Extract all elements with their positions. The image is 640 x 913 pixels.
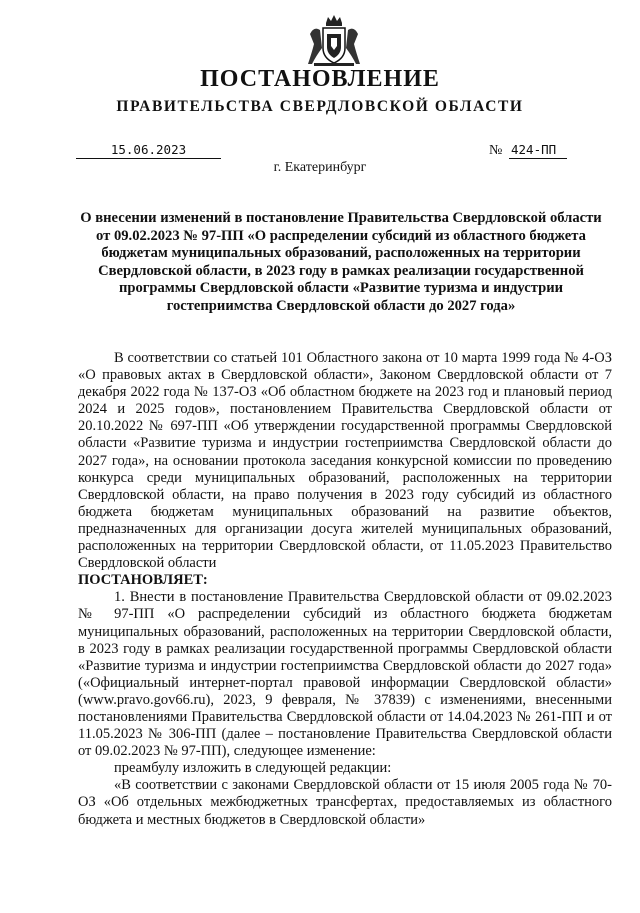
issuer-name: ПРАВИТЕЛЬСТВА СВЕРДЛОВСКОЙ ОБЛАСТИ [116,98,524,115]
paragraph-item-1: 1. Внести в постановление Правительства Свердловской области от 09.02.2023 № 97-ПП «О распределении субсидий из областного бюджета бюджетам муниципальных образований, расположенных на территории Свердловской области, в 2023 году в рамках реализации государственной программы Свердловской области «Развитие туризма и индустрии гостеприимства Свердловской области до 2027 года» («Официальный интернет-портал правовой информации Свердловской области» (www.pravo.gov66.ru), 2023, 9 февраля, № 37839) с изменениями, внесенными постановлениями Правительства Свердловской области от 14.04.2023 № 261-ПП и от 11.05.2023 № 306-ПП (далее – постановление Правительства Свердловской области от 09.02.2023 № 97-ПП), следующее изменение: [78,589,612,760]
document-body [78,350,612,829]
number-sign: № [489,143,503,158]
paragraph-preamble: В соответствии со статьей 101 Областного закона от 10 марта 1999 года № 4-ОЗ «О правовых актах в Свердловской области», Законом Свердловской области от 7 декабря 2022 года № 137-ОЗ «Об областном бюджете на 2023 год и плановый период 2024 и 2025 годов», постановлением Правительства Свердловской области от 20.10.2022 № 697-ПП «Об утверждении государственной программы Свердловской области «Развитие туризма и индустрии гостеприимства Свердловской области до 2027 года», на основании протокола заседания конкурсной комиссии по проведению конкурса среди муниципальных образований, расположенных на территории Свердловской области, на право получения в 2023 году субсидий из областного бюджета бюджетам муниципальных образований на развитие объектов, предназначенных для организации досуга жителей муниципальных образований, расположенных на территории Свердловской области, от 11.05.2023 Правительство Свердловской области [78,350,612,572]
document-heading: О внесении изменений в постановление Правительства Свердловской области от 09.02.2023 № 97-ПП «О распределении субсидий из областного бюджета бюджетам муниципальных образований, расположенных на территории Свердловской области, в 2023 году в рамках реализации государственной программы Свердловской области «Развитие туризма и индустрии гостеприимства Свердловской области до 2027 года» [80,210,602,314]
document-date: 15.06.2023 [76,142,221,159]
document-title: ПОСТАНОВЛЕНИЕ [200,66,440,92]
paragraph-amendment-intro: преамбулу изложить в следующей редакции: [114,760,392,777]
paragraph-amendment-text: «В соответствии с законами Свердловской области от 15 июля 2005 года № 70-ОЗ «Об отдельных межбюджетных трансфертах, предоставляемых из областного бюджета и местных бюджетов в Свердловской области» [78,777,612,828]
issue-city: г. Екатеринбург [273,160,367,175]
coat-of-arms-icon [306,14,362,68]
document-number: 424-ПП [509,142,567,159]
resolves-label: ПОСТАНОВЛЯЕТ: [78,572,208,589]
